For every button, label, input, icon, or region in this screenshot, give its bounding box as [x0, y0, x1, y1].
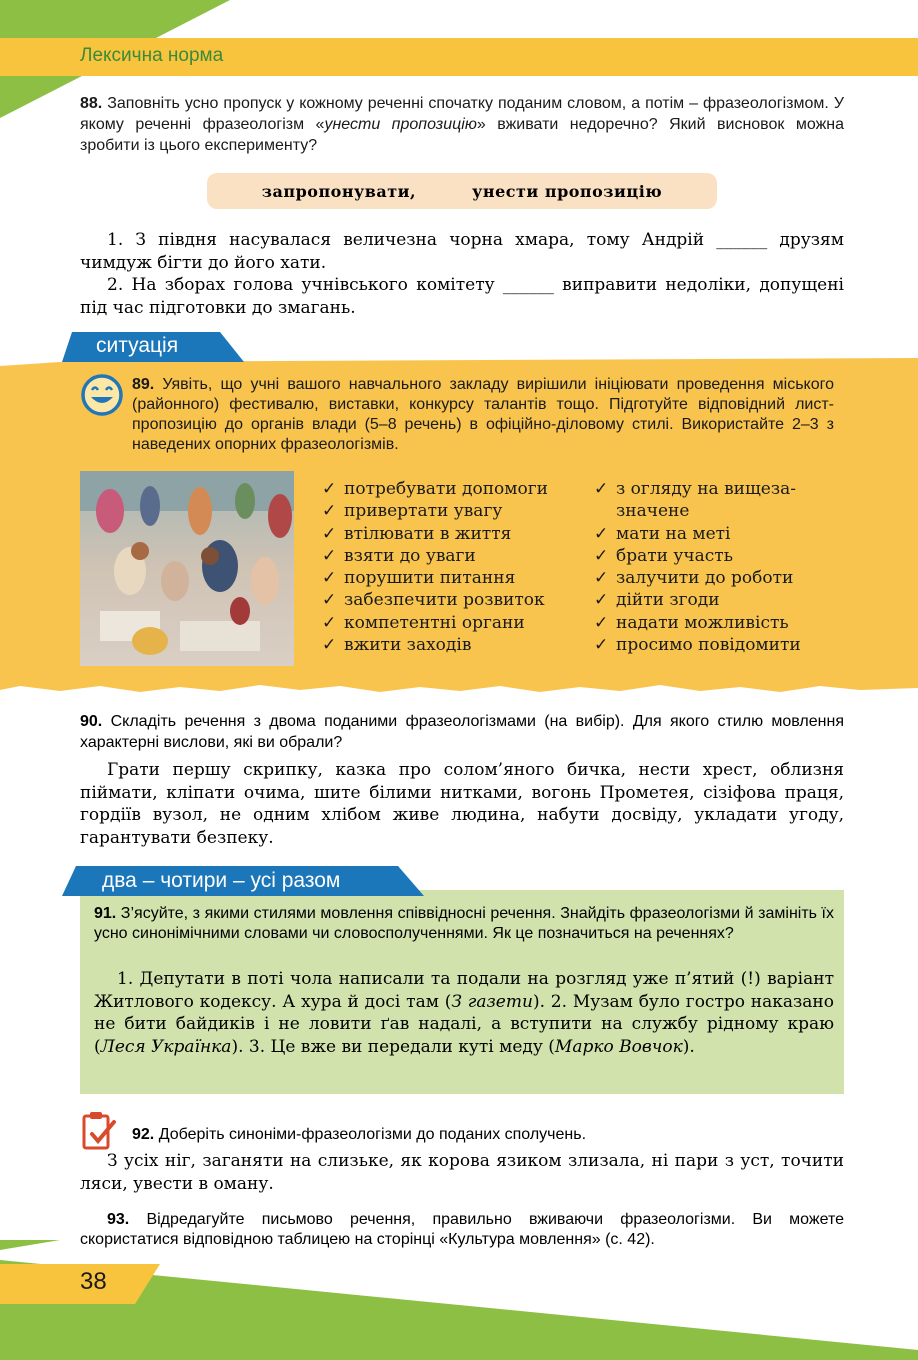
check-icon: ✓: [594, 568, 609, 589]
festival-photo: [80, 471, 294, 666]
section-title: Лексична норма: [80, 45, 224, 66]
check-icon: ✓: [322, 590, 337, 611]
phrase-list-right: [594, 478, 801, 656]
list-item: ✓ компетентні органи: [322, 612, 525, 633]
check-icon: ✓: [594, 523, 609, 544]
exercise-92-task: 92. Доберіть синоніми-фразеологізми до поданих сполучень.: [132, 1126, 587, 1143]
exercise-89-task: 89. Уявіть, що учні вашого навчального закладу вирішили ініціювати проведення міського (районного) фестивалю, виставки, конкурсу талантів тощо. Підготуйте відповідний лист-пропозицію до органів влади (5–8 речень) в офіційно-діловому стилі. Використайте 2–3 з наведених опорних фразеологізмів.: [132, 376, 834, 453]
list-item: ✓ мати на меті: [594, 523, 731, 544]
sentence-1: 1. З півдня насувалася величезна чорна хмара, тому Андрій ______ друзям чимдуж бігти до його хати.: [80, 230, 844, 273]
exercise-number: 88.: [80, 95, 103, 112]
list-item-continuation: значене: [616, 501, 690, 522]
check-icon: ✓: [594, 635, 609, 656]
check-icon: ✓: [594, 590, 609, 611]
list-item: ✓ з огляду на вищеза-: [594, 479, 797, 499]
check-icon: ✓: [322, 568, 337, 589]
exercise-88-task: 88. Заповніть усно пропуск у кожному реченні спочатку поданим словом, а потім – фразеологізмом. У якому реченні фразеологізм «унести пропозицію» вживати недоречно? Який висновок можна зробити із цього експерименту?: [80, 95, 845, 154]
exercise-number: 89.: [132, 376, 155, 393]
check-icon: ✓: [322, 501, 337, 522]
list-item: ✓ залучити до роботи: [594, 568, 794, 589]
check-icon: ✓: [322, 635, 337, 656]
exercise-91-task: 91. З’ясуйте, з якими стилями мовлення співвідносні речення. Знайдіть фразеологізми й замініть їх усно синонімічними словами чи словосполученнями. Як це позначиться на реченнях?: [94, 905, 834, 942]
exercise-91-text: 1. Депутати в поті чола написали та подали на розгляд уже п’ятий (!) варіант Житлового кодексу. А хура й досі там (З газети). 2. Музам було гостро наказано не бити байдиків і не ловити ґав надалі, а вступити на службу рідному краю (Леся Українка). 3. Це вже ви передали куті меду (Марко Вовчок).: [94, 969, 834, 1057]
check-icon: ✓: [594, 545, 609, 566]
list-item: ✓ привертати увагу: [322, 501, 503, 522]
exercise-93-task: 93. Відредагуйте письмово речення, правильно вживаючи фразеологізми. Ви можете скористатися відповідною таблицею на сторінці «Культура мовлення» (с. 42).: [80, 1211, 844, 1248]
exercise-90-text: Грати першу скрипку, казка про солом’яного бичка, нести хрест, облизня піймати, кліпати очима, шите білими нитками, вогонь Прометея, сізіфова праця, гордіїв вузол, не одним хлібом живе людина, набути досвіду, укладати угоду, гарантувати безпеку.: [80, 760, 844, 848]
list-item: ✓ потребувати допомоги: [322, 479, 548, 499]
exercise-number: 91.: [94, 905, 117, 922]
sentence-2: 2. На зборах голова учнівського комітету ______ виправити недоліки, допущені під час підготовки до змагань.: [80, 275, 844, 318]
word-2: унести пропозицію: [472, 181, 663, 201]
clipboard-check-icon: [80, 1110, 118, 1152]
word-1: запропонувати,: [261, 181, 417, 201]
group-label: два – чотири – усі разом: [102, 869, 341, 892]
exercise-number: 92.: [132, 1126, 155, 1143]
source: Марко Вовчок: [554, 1036, 683, 1057]
list-item: ✓ надати можливість: [594, 612, 789, 633]
list-item: ✓ порушити питання: [322, 568, 516, 589]
word-box: [207, 173, 717, 209]
check-icon: ✓: [322, 612, 337, 633]
exercise-number: 90.: [80, 713, 103, 730]
smiley-icon: [80, 373, 124, 417]
check-icon: ✓: [322, 523, 337, 544]
list-item: ✓ втілювати в життя: [322, 523, 512, 544]
check-icon: ✓: [594, 479, 609, 499]
list-item: ✓ дійти згоди: [594, 590, 720, 611]
exercise-88-sentences: [80, 229, 844, 319]
list-item: ✓ вжити заходів: [322, 635, 472, 656]
exercise-number: 93.: [107, 1211, 130, 1228]
exercise-90-task: 90. Складіть речення з двома поданими фразеологізмами (на вибір). Для якого стилю мовлення характерні вислови, які ви обрали?: [80, 713, 844, 751]
list-item: ✓ взяти до уваги: [322, 545, 476, 566]
source: Леся Українка: [100, 1036, 232, 1057]
list-item: ✓ забезпечити розвиток: [322, 590, 545, 611]
list-item: ✓ брати участь: [594, 545, 733, 566]
page-number: 38: [80, 1268, 107, 1295]
source: З газети: [451, 991, 533, 1012]
list-item: ✓ просимо повідомити: [594, 635, 801, 656]
check-icon: ✓: [322, 479, 337, 499]
phrase-list-left: [322, 478, 548, 656]
exercise-92-text: З усіх ніг, заганяти на слизьке, як корова язиком злизала, ні пари з уст, точити ляси, увести в оману.: [80, 1151, 844, 1194]
check-icon: ✓: [594, 612, 609, 633]
situation-label: ситуація: [96, 334, 179, 357]
check-icon: ✓: [322, 545, 337, 566]
